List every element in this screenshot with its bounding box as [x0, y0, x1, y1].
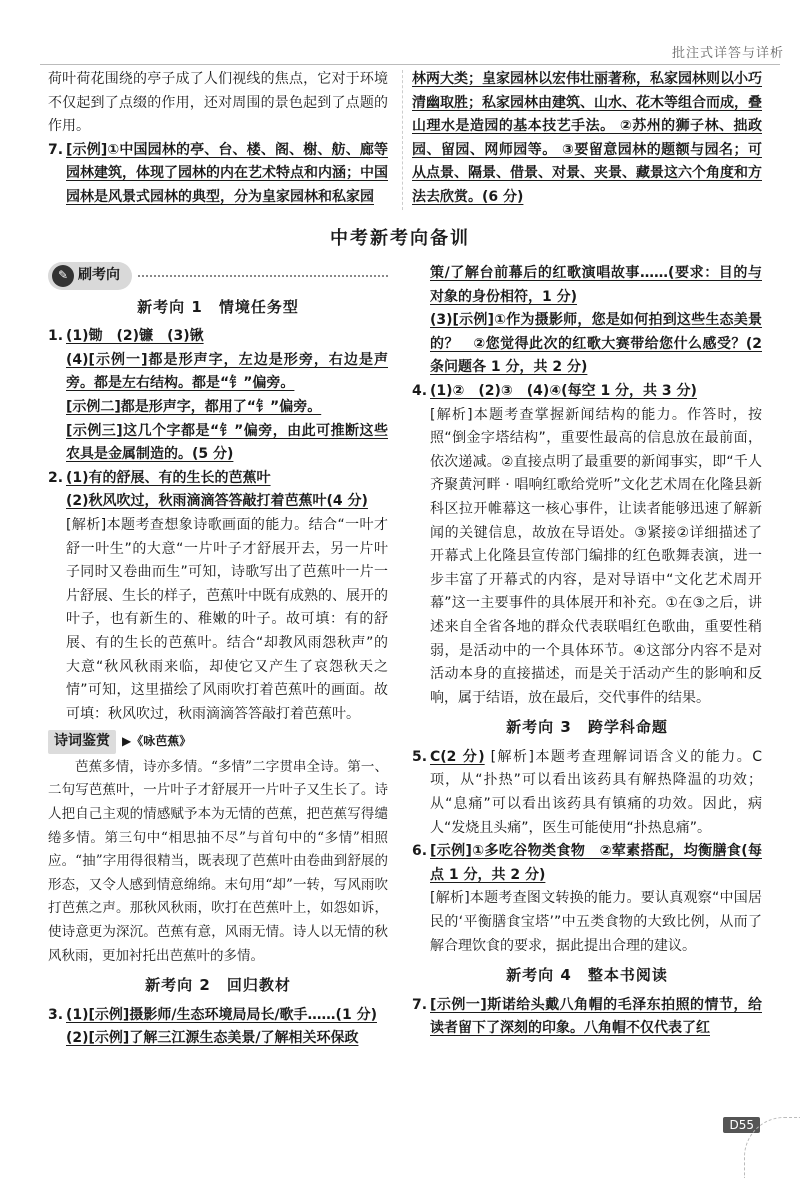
analysis-text: [解析]本题考查图文转换的能力。要认真观察“中国居民的‘平衡膳食宝塔’”中五类食物的大致比例，从而了解合理饮食的要求，据此提出合理的建议。 [430, 890, 762, 954]
continuation-text: 荷叶荷花围绕的亭子成了人们视线的焦点，它对于环境不仅起到了点缀的作用，还对周围的景色起到了点题的作用。 [48, 71, 388, 135]
answer-text: (3)[示例]①作为摄影师，您是如何拍到这些生态美景的？ ②您觉得此次的红歌大赛带给您什么感受？(2 条问题各 1 分，共 2 分) [430, 312, 762, 376]
answer-text: [示例]①中国园林的亭、台、楼、阁、榭、舫、廊等园林建筑，体现了园林的内在艺术特点和内涵；中国园林是风景式园林的典型，分为皇家园林和私家园 [66, 141, 388, 205]
practice-tag [48, 262, 132, 290]
answer-text: (1)[示例]摄影师/生态环境局局长/歌手……(1 分) [66, 1006, 377, 1023]
main-right-column [412, 262, 762, 1041]
answer-7-continuation: 林两大类；皇家园林以宏伟壮丽著称，私家园林则以小巧清幽取胜；私家园林由建筑、山水、花木等组合而成，叠山理水是造园的基本技艺手法。 ②苏州的狮子林、拙政园、留园、网师园等。 ③要留意园林的题额与园名；可从点景、隔景、借景、对景、夹景、藏景这六个角度和方法去欣赏。(6 分) [412, 71, 762, 205]
practice-tag-label: 刷考向 [78, 267, 120, 283]
answer-7-top [48, 139, 388, 210]
top-left-column [48, 68, 388, 210]
answer-text: (1)② (2)③ (4)④(每空 1 分，共 3 分) [430, 382, 697, 399]
subsection-title-1: 新考向 1 情境任务型 [137, 297, 299, 316]
answer-text: [示例二]都是形声字，都用了“钅”偏旁。 [66, 398, 322, 415]
poem-label: 诗词鉴赏 [48, 730, 116, 754]
practice-tag-row [48, 262, 388, 290]
answer-text: (1)锄 (2)镰 (3)锹 [66, 328, 204, 345]
answer-7 [412, 994, 762, 1041]
subsection-title-2: 新考向 2 回归教材 [145, 976, 291, 995]
answer-text: 策/了解台前幕后的红歌演唱故事……(要求：目的与对象的身份相符，1 分) [430, 265, 762, 305]
answer-text: C(2 分) [430, 748, 485, 765]
column-divider [402, 70, 403, 210]
dotted-divider [138, 275, 388, 277]
header-tag: 批注式详答与详析 [671, 46, 784, 61]
answer-5 [412, 746, 762, 840]
answer-text: [示例]①多吃谷物类食物 ②荤素搭配，均衡膳食(每点 1 分，共 2 分) [430, 843, 762, 883]
analysis-text: [解析]本题考查掌握新闻结构的能力。作答时，按照“倒金字塔结构”，重要性最高的信息放在最前面，依次递减。②直接点明了最重要的新闻事实，即“千人齐聚黄河畔 · 唱响红歌给党听”文化艺术周在化隆县新科区拉开帷幕这一核心事件，让读者能够迅速了解新闻的关键信息，故放在导语处。③紧接②详细描述了开幕式上化隆县宣传部门编排的红色歌舞表演，进一步丰富了开幕式的内容，是对导语中“文化艺术周开幕”这一主要事件的具体展开和补充。①在③之后，讲述来自全省各地的群众代表联唱红色歌曲，重要性稍弱，是活动中的一个具体环节。④这部分内容不是对活动本身的直接描述，而是关于活动产生的影响和反响，属于结语，放在最后，交代事件的结果。 [430, 406, 762, 706]
poem-subtitle: ▶《咏芭蕉》 [122, 734, 192, 749]
subsection-title-4: 新考向 4 整本书阅读 [506, 966, 668, 985]
question-number: 7. [48, 141, 64, 158]
pen-icon: ✎ [52, 265, 74, 287]
answer-text: (1)有的舒展、有的生长的芭蕉叶 [66, 469, 271, 486]
question-number: 1. [48, 328, 64, 345]
answer-text: (2)[示例]了解三江源生态美景/了解相关环保政 [66, 1030, 359, 1047]
subsection-title-3: 新考向 3 跨学科命题 [506, 718, 668, 737]
poem-appreciation: 芭蕉多情，诗亦多情。“多情”二字贯串全诗。第一、二句写芭蕉叶，一片叶子才舒展开一片叶子又生长了。诗人把自己主观的情感赋予本为无情的芭蕉，把芭蕉写得缱绻多情。第三句中“相思抽不尽”与首句中的“多情”相照应。“抽”字用得很精当，既表现了芭蕉叶由卷曲到舒展的形态，又令人感到情意绵绵。末句用“却”一转，写风雨吹打芭蕉之声。那秋风秋雨，吹打在芭蕉叶上，如怨如诉，使诗意更为深沉。芭蕉有意，风雨无情。诗人以无情的秋风秋雨，更加衬托出芭蕉叶的多情。 [48, 758, 388, 964]
answer-text: (2)秋风吹过，秋雨滴滴答答敲打着芭蕉叶(4 分) [66, 493, 368, 510]
answer-4 [412, 380, 762, 710]
answer-text: [示例一]斯诺给头戴八角帽的毛泽东拍照的情节，给读者留下了深刻的印象。八角帽不仅代表了红 [430, 996, 762, 1037]
answer-text: [示例三]这几个字都是“钅”偏旁，由此可推断这些农具是金属制造的。(5 分) [66, 422, 388, 463]
analysis-text: [解析]本题考查想象诗歌画面的能力。结合“一叶才舒一叶生”的大意“一片叶子才舒展开去，另一片叶子同时又卷曲而生”可知，诗歌写出了芭蕉叶一片一片舒展、生长的样子，芭蕉叶中既有成熟的、展开的叶子，也有新生的、稚嫩的叶子。故可填：有的舒展、有的生长的芭蕉叶。结合“却教风雨怨秋声”的大意“秋风秋雨来临，却使它又产生了哀怨秋天之情”可知，这里描绘了风雨吹打着芭蕉叶的画面。故可填：秋风吹过，秋雨滴滴答答敲打着芭蕉叶。 [66, 516, 388, 722]
answer-3 [48, 1004, 388, 1051]
question-number: 4. [412, 382, 428, 399]
answer-1 [48, 325, 388, 467]
question-number: 5. [412, 748, 428, 765]
question-number: 2. [48, 469, 64, 486]
section-title: 中考新考向备训 [330, 228, 470, 249]
question-number: 3. [48, 1006, 64, 1023]
question-number: 6. [412, 843, 428, 860]
header-rule [40, 64, 780, 65]
main-left-column [48, 262, 388, 1051]
answer-3-continuation [412, 262, 762, 380]
answer-2 [48, 467, 388, 727]
poem-heading [48, 730, 388, 754]
page-number: D55 [723, 1117, 760, 1133]
answer-text: (4)[示例一]都是形声字，左边是形旁，右边是声旁。都是左右结构。都是“钅”偏旁。 [66, 351, 388, 392]
question-number: 7. [412, 996, 428, 1013]
answer-6 [412, 840, 762, 958]
analysis-text: [解析]本题考查理解词语含义的能力。C 项，从“扑热”可以看出该药具有解热降温的功效；从“息痛”可以看出该药具有镇痛的功效。因此，病人“发烧且头痛”，医生可能使用“扑热息痛”。 [430, 748, 762, 836]
top-right-column [412, 68, 762, 210]
